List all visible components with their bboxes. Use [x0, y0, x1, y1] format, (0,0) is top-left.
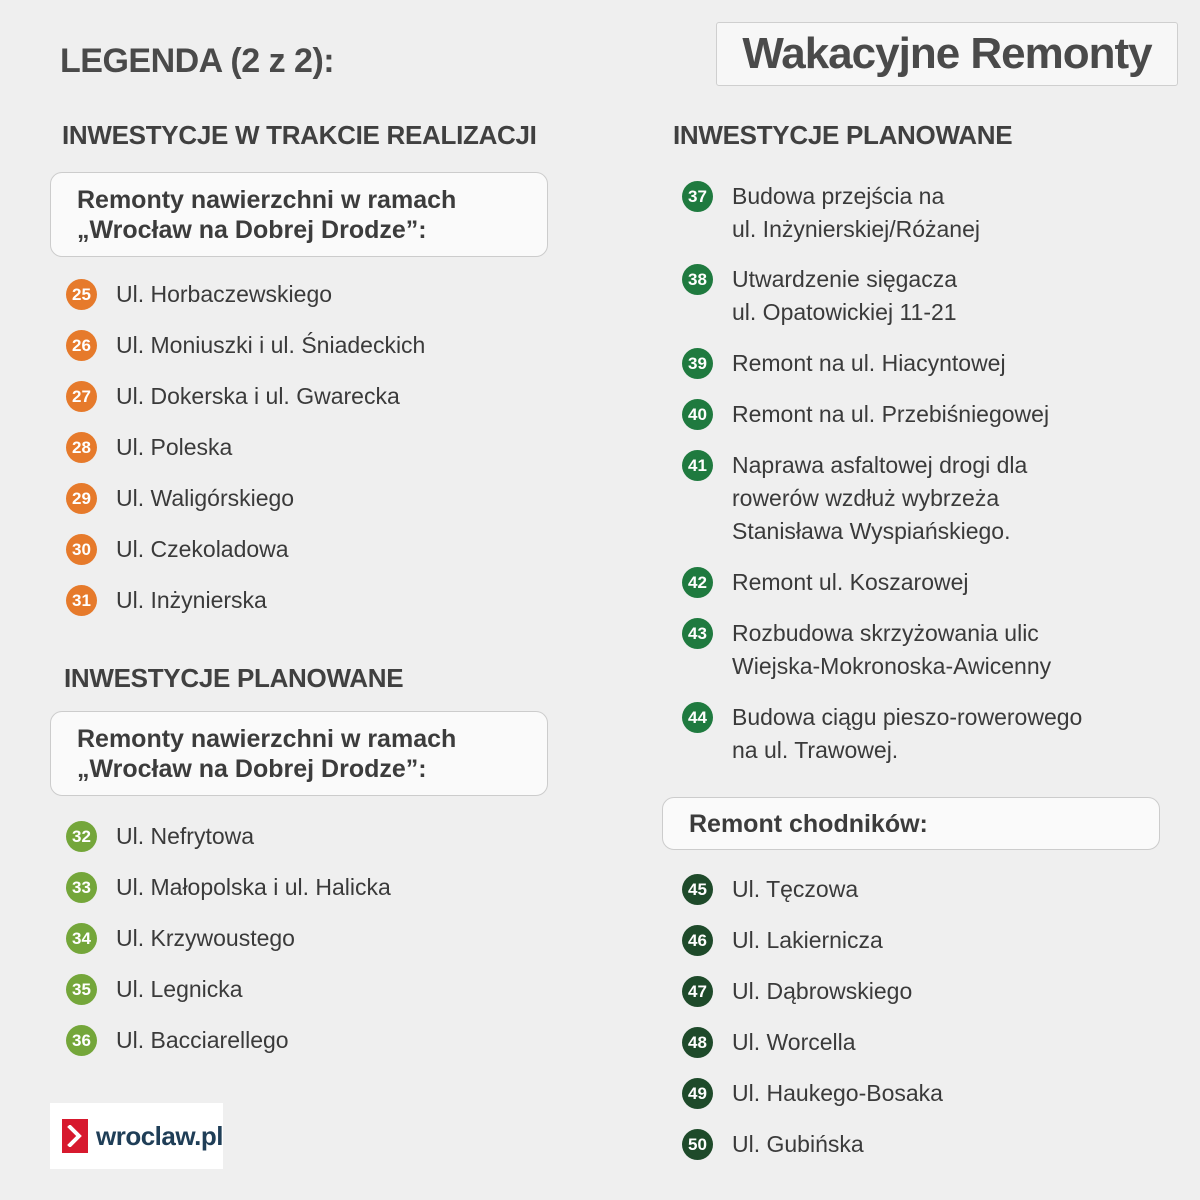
list-item [66, 973, 243, 1006]
item-label: Ul. Nefrytowa [116, 823, 255, 849]
logo-text: wroclaw.pl [96, 1120, 223, 1151]
number-badge: 26 [66, 330, 97, 361]
card-line: Remont chodników: [689, 809, 928, 838]
card-line: „Wrocław na Dobrej Drodze”: [77, 216, 427, 244]
item-label: Remont ul. Koszarowej [732, 569, 969, 595]
number-badge: 44 [682, 702, 713, 733]
item-label: Naprawa asfaltowej drogi dla [732, 452, 1028, 478]
item-label: Ul. Moniuszki i ul. Śniadeckich [116, 332, 426, 358]
item-label: Ul. Tęczowa [732, 876, 859, 902]
item-label: Ul. Horbaczewskiego [116, 281, 333, 307]
item-label: Ul. Krzywoustego [116, 925, 295, 951]
brand-title-box [716, 22, 1178, 86]
item-label: Ul. Dokerska i ul. Gwarecka [116, 383, 400, 409]
number-badge: 42 [682, 567, 713, 598]
list-item [66, 278, 332, 311]
item-label: Stanisława Wyspiańskiego. [732, 518, 1011, 544]
item-label: Remont na ul. Przebiśniegowej [732, 401, 1050, 427]
number-badge: 50 [682, 1129, 713, 1160]
list-item [682, 566, 969, 599]
list-item [682, 1026, 856, 1059]
number-badge: 30 [66, 534, 97, 565]
number-badge: 43 [682, 618, 713, 649]
item-label: Ul. Lakiernicza [732, 927, 883, 953]
list-item [66, 329, 425, 362]
item-label: Ul. Waligórskiego [116, 485, 295, 511]
item-label: Ul. Worcella [732, 1029, 856, 1055]
item-label: rowerów wzdłuż wybrzeża [732, 485, 1000, 511]
number-badge: 49 [682, 1078, 713, 1109]
item-label: Ul. Haukego-Bosaka [732, 1080, 943, 1106]
card-line: Remonty nawierzchni w ramach [77, 186, 457, 214]
list-item [682, 347, 1006, 380]
item-label: ul. Inżynierskiej/Różanej [732, 216, 981, 242]
item-label: Rozbudowa skrzyżowania ulic [732, 620, 1039, 646]
item-label: Ul. Czekoladowa [116, 536, 289, 562]
item-label: Budowa ciągu pieszo-rowerowego [732, 704, 1083, 730]
list-item [682, 975, 912, 1008]
list-item [682, 924, 883, 957]
item-label: Budowa przejścia na [732, 183, 945, 209]
list-item [66, 533, 289, 566]
number-badge: 35 [66, 974, 97, 1005]
item-label: Ul. Małopolska i ul. Halicka [116, 874, 391, 900]
list-item [66, 922, 295, 955]
heading-in-progress: INWESTYCJE W TRAKCIE REALIZACJI [62, 120, 537, 150]
list-item [682, 263, 957, 329]
list-item [682, 617, 1051, 683]
number-badge: 48 [682, 1027, 713, 1058]
number-badge: 41 [682, 450, 713, 481]
list-item [66, 584, 267, 617]
number-badge: 29 [66, 483, 97, 514]
item-label: na ul. Trawowej. [732, 737, 899, 763]
number-badge: 37 [682, 181, 713, 212]
number-badge: 25 [66, 279, 97, 310]
list-item [682, 701, 1082, 767]
list-item [682, 1077, 943, 1110]
number-badge: 32 [66, 821, 97, 852]
list-item [66, 820, 254, 853]
list-item [682, 180, 980, 246]
item-label: Wiejska-Mokronoska-Awicenny [732, 653, 1052, 679]
number-badge: 45 [682, 874, 713, 905]
item-label: Utwardzenie sięgacza [732, 266, 958, 292]
card-line: Remonty nawierzchni w ramach [77, 725, 457, 753]
list-item [66, 380, 400, 413]
list-item [66, 431, 232, 464]
heading-planned-right: INWESTYCJE PLANOWANE [673, 120, 1013, 150]
number-badge: 40 [682, 399, 713, 430]
item-label: Remont na ul. Hiacyntowej [732, 350, 1006, 376]
heading-planned-left: INWESTYCJE PLANOWANE [64, 663, 404, 693]
number-badge: 31 [66, 585, 97, 616]
item-label: ul. Opatowickiej 11-21 [732, 299, 957, 325]
item-label: Ul. Inżynierska [116, 587, 267, 613]
number-badge: 36 [66, 1025, 97, 1056]
number-badge: 47 [682, 976, 713, 1007]
list-item [66, 871, 391, 904]
number-badge: 34 [66, 923, 97, 954]
list-item [66, 1024, 289, 1057]
number-badge: 28 [66, 432, 97, 463]
item-label: Ul. Poleska [116, 434, 233, 460]
list-item [682, 1128, 864, 1161]
brand-title: Wakacyjne Remonty [742, 29, 1152, 78]
number-badge: 33 [66, 872, 97, 903]
number-badge: 27 [66, 381, 97, 412]
list-item [66, 482, 294, 515]
card-line: „Wrocław na Dobrej Drodze”: [77, 755, 427, 783]
card-sidewalk-repairs [662, 797, 1160, 850]
item-label: Ul. Gubińska [732, 1131, 864, 1157]
list-item [682, 873, 858, 906]
wroclaw-logo[interactable] [50, 1103, 223, 1169]
item-label: Ul. Bacciarellego [116, 1027, 289, 1053]
card-road-program-planned [50, 711, 548, 796]
list-item [682, 398, 1049, 431]
list-item [682, 449, 1027, 548]
card-road-program-in-progress [50, 172, 548, 257]
chevron-right-icon [62, 1119, 88, 1153]
item-label: Ul. Dąbrowskiego [732, 978, 913, 1004]
item-label: Ul. Legnicka [116, 976, 243, 1002]
number-badge: 46 [682, 925, 713, 956]
number-badge: 38 [682, 264, 713, 295]
number-badge: 39 [682, 348, 713, 379]
legend-title: LEGENDA (2 z 2): [60, 42, 335, 80]
